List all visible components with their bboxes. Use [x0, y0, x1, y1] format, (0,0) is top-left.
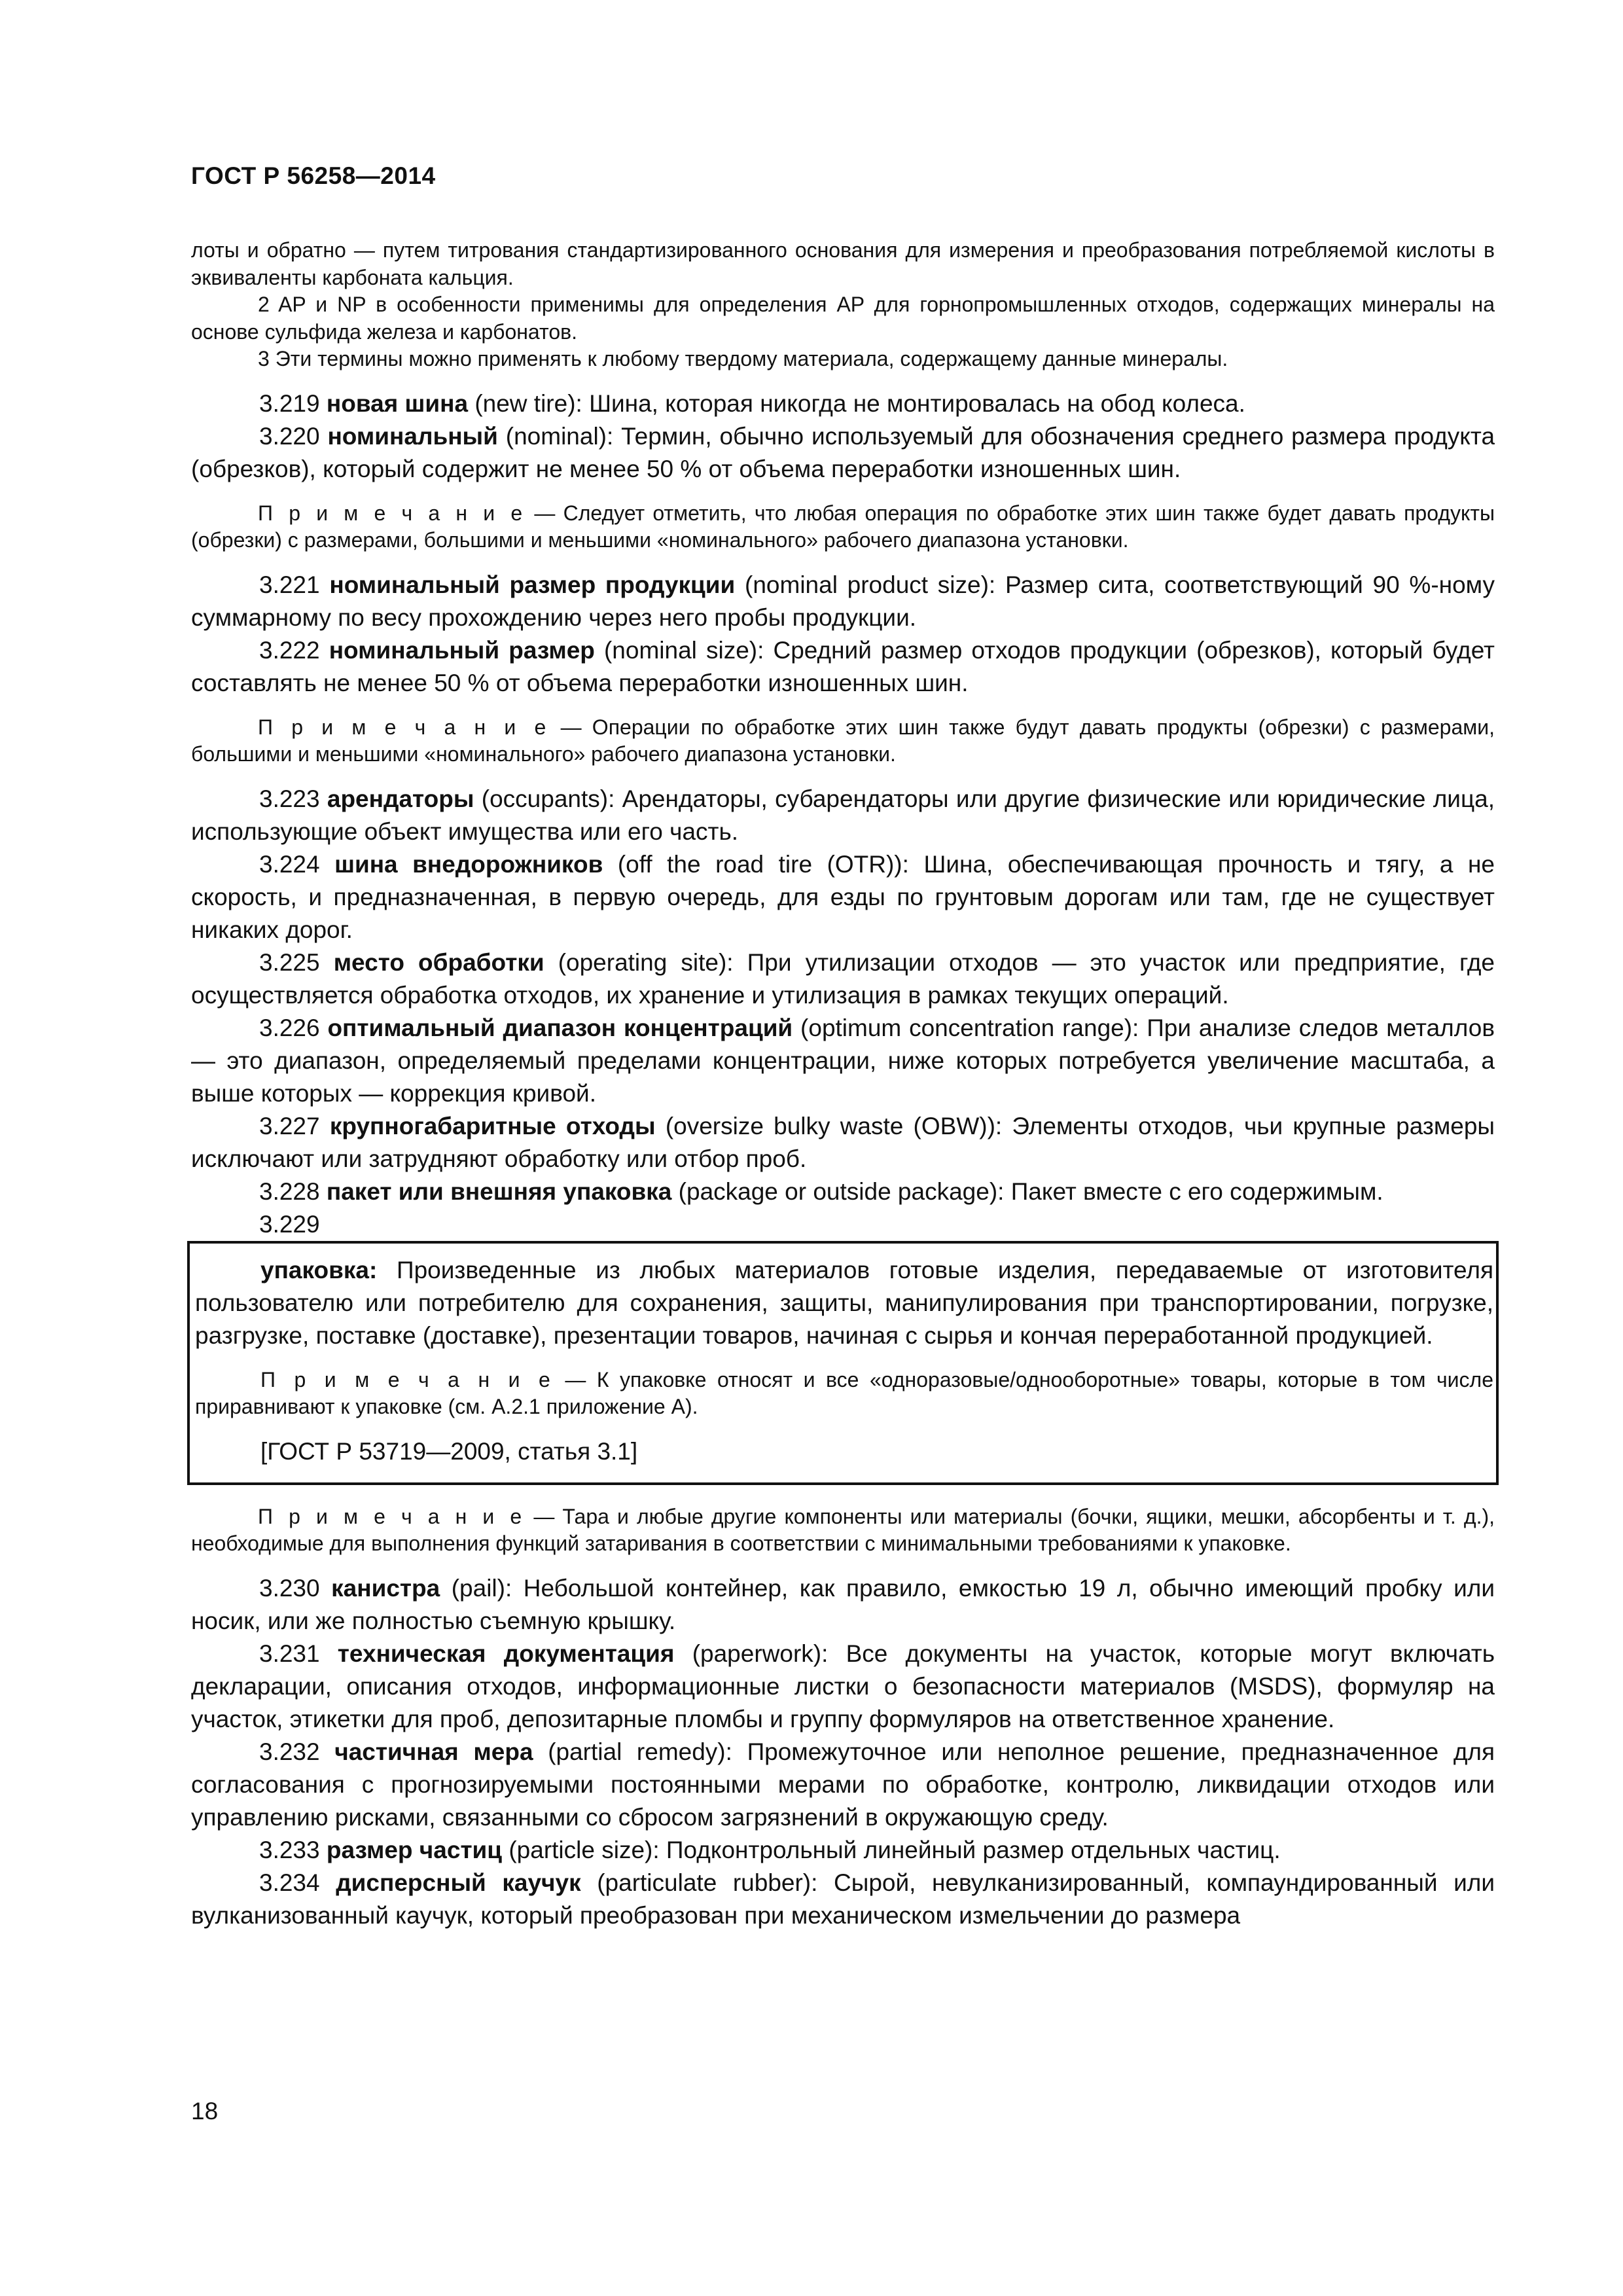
entry-number: 3.222: [259, 636, 320, 664]
term-entry-3-219: [191, 387, 1495, 420]
entry-definition: При анализе следов металлов — это диапазон, определяемый пределами концентрации, ниже которых потребуется увеличение масштаба, а выше которых — коррекция кривой.: [191, 1014, 1495, 1107]
term-entry-3-221: [191, 569, 1495, 634]
note-continuation: лоты и обратно — путем титрования стандартизированного основания для измерения и преобразования потребляемой кислоты в эквиваленты карбоната кальция.: [191, 238, 1495, 289]
entry-term: упаковка:: [260, 1256, 378, 1283]
note-label: П р и м е ч а н и е: [258, 715, 550, 739]
term-entry-3-223: [191, 783, 1495, 848]
note-label: П р и м е ч а н и е: [260, 1367, 554, 1391]
entry-definition: Элементы отходов, чьи крупные размеры исключают или затрудняют обработку или отбор проб.: [191, 1112, 1495, 1172]
entry-number: 3.230: [259, 1574, 320, 1602]
entry-english: (off the road tire (OTR)):: [617, 850, 909, 878]
source-reference: [ГОСТ Р 53719—2009, статья 3.1]: [260, 1437, 638, 1465]
entry-term: новая шина: [326, 389, 469, 417]
note-3-222: [191, 714, 1495, 768]
entry-english: (pail):: [451, 1574, 512, 1602]
entry-number: 3.223: [259, 785, 320, 812]
entry-term: техническая документация: [337, 1640, 675, 1667]
entry-number: 3.219: [259, 389, 320, 417]
term-entry-3-227: [191, 1110, 1495, 1175]
entry-term: номинальный: [327, 422, 498, 450]
entry-term: оптимальный диапазон концентраций: [327, 1014, 793, 1041]
term-entry-3-225: [191, 946, 1495, 1012]
entry-english: (partial remedy):: [548, 1738, 732, 1765]
entry-term: арендаторы: [327, 785, 474, 812]
term-entry-3-233: [191, 1834, 1495, 1867]
entry-term: номинальный размер продукции: [329, 571, 736, 598]
entry-english: (package or outside package):: [678, 1177, 1005, 1205]
entry-number: 3.228: [259, 1177, 320, 1205]
entry-definition: Промежуточное или неполное решение, предназначенное для согласования с прогнозируемыми постоянными мерами по обработке, контролю, ликвидации отходов или управлению рисками, связанными со сбросом загрязнений в окружающую среду.: [191, 1738, 1495, 1831]
entry-english: (particle size):: [508, 1836, 660, 1863]
term-entry-3-229: [195, 1254, 1493, 1352]
entry-term: канистра: [331, 1574, 440, 1602]
entry-definition: Размер сита, соответствующий 90 %-ному суммарному по весу прохождению через него пробы продукции.: [191, 571, 1495, 631]
entry-term: частичная мера: [334, 1738, 533, 1765]
entry-english: (occupants):: [481, 785, 615, 812]
note-text: — К упаковке относят и все «одноразовые/однооборотные» товары, которые в том числе приравнивают к упаковке (см. А.2.1 приложение А).: [195, 1367, 1494, 1418]
term-entry-3-232: [191, 1736, 1495, 1834]
term-entry-3-220: [191, 420, 1495, 486]
entry-english: (nominal product size):: [745, 571, 996, 598]
entry-term: дисперсный каучук: [336, 1869, 581, 1896]
entry-english: (oversize bulky waste (OBW)):: [665, 1112, 1003, 1139]
entry-definition: Подконтрольный линейный размер отдельных частиц.: [666, 1836, 1281, 1863]
page-content: [191, 237, 1495, 1932]
standard-header: ГОСТ Р 56258—2014: [191, 162, 436, 189]
boxed-note: [195, 1367, 1493, 1421]
entry-english: (nominal size):: [603, 636, 764, 664]
entry-term: размер частиц: [326, 1836, 503, 1863]
note-label: П р и м е ч а н и е: [258, 501, 527, 525]
entry-definition: Произведенные из любых материалов готовые изделия, передаваемые от изготовителя пользователю или потребителю для сохранения, защиты, манипулирования при транспортировании, погрузке, разгрузке, поставке (доставке), презентации товаров, начиная с сырья и кончая переработанной продукцией.: [195, 1256, 1493, 1349]
note-text: — Операции по обработке этих шин также будут давать продукты (обрезки) с размерами, большими и меньшими «номинального» рабочего диапазона установки.: [191, 715, 1495, 766]
entry-term: крупногабаритные отходы: [329, 1112, 656, 1139]
entry-definition: Арендаторы, субарендаторы или другие физические или юридические лица, использующие объект имущества или его часть.: [191, 785, 1495, 845]
entry-number: 3.226: [259, 1014, 320, 1041]
entry-definition: Все документы на участок, которые могут включать декларации, описания отходов, информационные листки о безопасности материалов (MSDS), формуляр на участок, этикетки для проб, депозитарные пломбы и группу формуляров на ответственное хранение.: [191, 1640, 1495, 1732]
entry-number: 3.220: [259, 422, 320, 450]
entry-number: 3.233: [259, 1836, 320, 1863]
entry-number: 3.224: [259, 850, 320, 878]
entry-english: (nominal):: [505, 422, 614, 450]
entry-english: (particulate rubber):: [597, 1869, 818, 1896]
entry-number: 3.225: [259, 948, 320, 976]
term-entry-3-230: [191, 1572, 1495, 1638]
entry-number: 3.221: [259, 571, 320, 598]
term-entry-3-234: [191, 1867, 1495, 1932]
entry-definition: Средний размер отходов продукции (обрезков), который будет составлять не менее 50 % от объема переработки изношенных шин.: [191, 636, 1495, 696]
entry-english: (optimum concentration range):: [800, 1014, 1139, 1041]
note-3-220: [191, 500, 1495, 554]
entry-english: (new tire):: [474, 389, 582, 417]
entry-term: шина внедорожников: [334, 850, 603, 878]
entry-number-3-229: 3.229: [259, 1210, 320, 1238]
note-text: — Следует отметить, что любая операция по обработке этих шин также будет давать продукты (обрезки) с размерами, большими и меньшими «номинального» рабочего диапазона установки.: [191, 501, 1495, 552]
term-entry-3-224: [191, 848, 1495, 946]
entry-term: место обработки: [333, 948, 544, 976]
entry-definition: При утилизации отходов — это участок или предприятие, где осуществляется обработка отходов, их хранение и утилизация в рамках текущих операций.: [191, 948, 1495, 1009]
entry-number: 3.232: [259, 1738, 320, 1765]
entry-definition: Сырой, невулканизированный, компаундированный или вулканизованный каучук, который преобразован при механическом измельчении до размера: [191, 1869, 1495, 1929]
note-3-229: [191, 1503, 1495, 1558]
term-entry-3-222: [191, 634, 1495, 700]
entry-term: пакет или внешняя упаковка: [326, 1177, 672, 1205]
entry-definition: Термин, обычно используемый для обозначения среднего размера продукта (обрезков), который содержит не менее 50 % от объема переработки изношенных шин.: [191, 422, 1495, 482]
entry-definition: Шина, которая никогда не монтировалась на обод колеса.: [589, 389, 1245, 417]
boxed-definition-3-229: [187, 1241, 1499, 1485]
entry-term: номинальный размер: [329, 636, 595, 664]
entry-definition: Пакет вместе с его содержимым.: [1010, 1177, 1383, 1205]
note-item-3: 3 Эти термины можно применять к любому твердому материала, содержащему данные минералы.: [258, 347, 1228, 370]
entry-definition: Шина, обеспечивающая прочность и тягу, а не скорость, и предназначенная, в первую очередь, для езды по грунтовым дорогам или там, где не существует никаких дорог.: [191, 850, 1495, 943]
entry-english: (paperwork):: [692, 1640, 829, 1667]
entry-english: (operating site):: [558, 948, 734, 976]
entry-number: 3.227: [259, 1112, 320, 1139]
note-text: — Тара и любые другие компоненты или материалы (бочки, ящики, мешки, абсорбенты и т. д.), необходимые для выполнения функций затаривания в соответствии с минимальными требованиями к упаковке.: [191, 1504, 1495, 1555]
note-label: П р и м е ч а н и е: [258, 1504, 526, 1528]
note-item-2: 2 AP и NP в особенности применимы для определения AP для горнопромышленных отходов, содержащих минералы на основе сульфида железа и карбонатов.: [191, 293, 1495, 344]
entry-number: 3.234: [259, 1869, 320, 1896]
entry-definition: Небольшой контейнер, как правило, емкостью 19 л, обычно имеющий пробку или носик, или же полностью съемную крышку.: [191, 1574, 1495, 1634]
page-number: 18: [191, 2098, 219, 2125]
term-entry-3-231: [191, 1638, 1495, 1736]
entry-number: 3.231: [259, 1640, 320, 1667]
term-entry-3-228: [191, 1175, 1495, 1208]
term-entry-3-226: [191, 1012, 1495, 1110]
